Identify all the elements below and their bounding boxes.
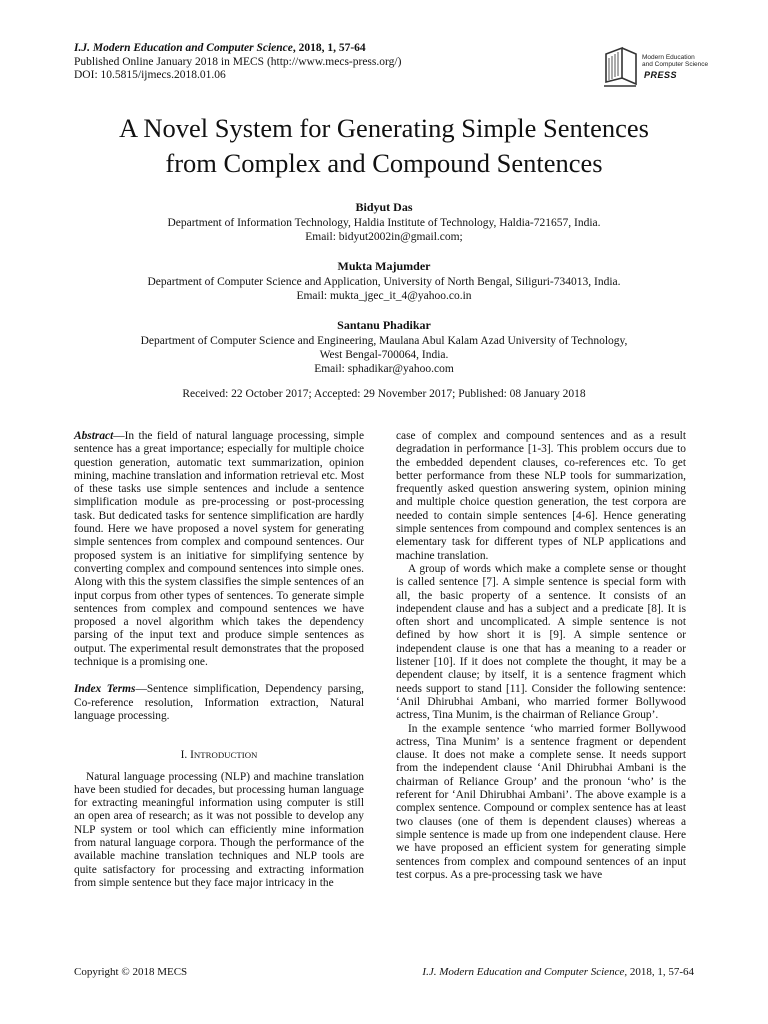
body-paragraph: A group of words which make a complete sense or thought is called sentence [7]. A simple sentence is special form with all, the basic property of a sentence. It consists of an independent clause and has a subject and a predicate [8]. It is often short and uncomplicated. A simple sentence is not defined by how short it is [9]. A simple sentence or independent clause is one that has a meaning to a reader or listener [10]. If it does not complete the thought, it may be a dependent clause; by itself, it is a sentence fragment which needs support to stand [11]. Consider the following sentence: ‘Anil Dhirubhai Ambani, who married former Bollywood actress, Tina Munim, is the chairman of Reliance Group’. <box>396 562 686 722</box>
left-column <box>74 430 364 890</box>
footer-journal: I.J. Modern Education and Computer Science, 2018, 1, 57-64 <box>422 966 694 978</box>
author-affiliation: West Bengal-700064, India. <box>319 349 449 361</box>
author-affiliation: Department of Computer Science and Application, University of North Bengal, Siliguri-734013, India. <box>147 276 621 288</box>
section-heading: I. INTRODUCTION <box>180 749 258 762</box>
index-terms-text: —Sentence simplification, Dependency parsing, Co-reference resolution, Information extraction, Natural language processing. <box>74 683 364 722</box>
index-terms-label: Index Terms <box>74 683 136 696</box>
abstract-label: Abstract <box>74 430 114 442</box>
logo-line-2: and Computer Science <box>642 61 709 68</box>
body-paragraph: In the example sentence ‘who married former Bollywood actress, Tina Munim’ is a sentence fragment or dependent clause. It does not make a complete sense. It needs support from the independent clause ‘Anil Dhirubhai Ambani is the chairman of Reliance Group’ and the pronoun ‘who’ is the referent for ‘Anil Dhirubhai Ambani’. The above example is a complex sentence. Compound or complex sentence has at least two clauses (one of them is dependent clauses) whereas a simple sentence is made up from one independent clause. Here we have proposed an efficient system for generating simple sentences from complex and compound sentences of an input test corpus. As a pre-processing task we have <box>396 722 686 881</box>
intro-paragraph: Natural language processing (NLP) and machine translation have been studied for decades, but processing human language for extracting meaningful information using computer is still an open area of research; as it was not possible to develop any NLP system or tool which can efficiently mine information from natural language corpora. Though the performance of the available machine translation techniques and NLP tools are quite satisfactory for processing and extracting information from simple sentence but they face major intricacy in the <box>74 770 364 889</box>
mecs-press-logo <box>600 44 710 90</box>
footer-copyright: Copyright © 2018 MECS <box>74 966 188 978</box>
abstract-text: —In the field of natural language processing, simple sentence has a great importance; especially for multiple choice question generation, automatic text summarization, opinion mining, machine translation and information retrieval etc. Most of these tasks use simple sentences and include a sentence simplification module as pre-processing or post-processing task. But dedicated tasks for sentence simplification are hardly found. Here we have proposed a novel system for generating simple sentences from complex and compound sentences. Our proposed system is an initiative for simplifying sentence by converting complex and compound sentences into simple ones. Along with this the system classifies the simple sentences of an input corpus from other types of sentences. To generate simple sentences from complex and compound sentences we have proposed a novel algorithm which takes the dependency parsing of the input text and produce simple sentences as output. The experimental result demonstrates that the proposed technique is a promising one. <box>74 430 364 669</box>
published-line: Published Online January 2018 in MECS (http://www.mecs-press.org/) <box>74 55 402 68</box>
author-email: Email: bidyut2002in@gmail.com; <box>305 231 463 243</box>
index-terms <box>74 683 364 723</box>
author-2 <box>40 259 728 303</box>
logo-press: PRESS <box>644 70 678 80</box>
journal-name: I.J. Modern Education and Computer Science <box>74 42 293 54</box>
abstract <box>74 430 364 669</box>
paper-title <box>40 111 728 181</box>
author-email: Email: mukta_jgec_it_4@yahoo.co.in <box>296 290 472 302</box>
body-paragraph: case of complex and compound sentences and as a result degradation in performance [1-3]. This problem occurs due to the embedded dependent clauses, co-references etc. To get better performance from these NLP tools for summarization, frequently asked question answering system, opinion mining and multiple choice question generation, the test corpora are needed to contain simple sentences [4-6]. Hence generating simple sentences from compound and complex sentences is an elementary task for different types of NLP applications and machine translation. <box>396 430 686 562</box>
author-3 <box>40 318 728 376</box>
author-name: Santanu Phadikar <box>337 318 431 332</box>
book-icon <box>600 44 644 90</box>
title-line-2: from Complex and Compound Sentences <box>165 148 603 178</box>
journal-citation <box>74 42 401 56</box>
author-email: Email: sphadikar@yahoo.com <box>314 363 454 375</box>
journal-header <box>74 42 401 83</box>
journal-issue: , 2018, 1, 57-64 <box>292 42 366 54</box>
doi-line: DOI: 10.5815/ijmecs.2018.01.06 <box>74 69 226 81</box>
title-line-1: A Novel System for Generating Simple Sentences <box>119 113 649 143</box>
author-name: Bidyut Das <box>355 200 413 214</box>
publication-dates: Received: 22 October 2017; Accepted: 29 November 2017; Published: 08 January 2018 <box>182 388 586 400</box>
right-column <box>396 430 686 882</box>
author-affiliation: Department of Computer Science and Engineering, Maulana Abul Kalam Azad University of Technology, <box>140 335 628 347</box>
author-name: Mukta Majumder <box>337 259 431 273</box>
logo-line-1: Modern Education <box>642 54 695 61</box>
author-1 <box>40 200 728 244</box>
author-affiliation: Department of Information Technology, Haldia Institute of Technology, Haldia-721657, India. <box>167 217 601 229</box>
